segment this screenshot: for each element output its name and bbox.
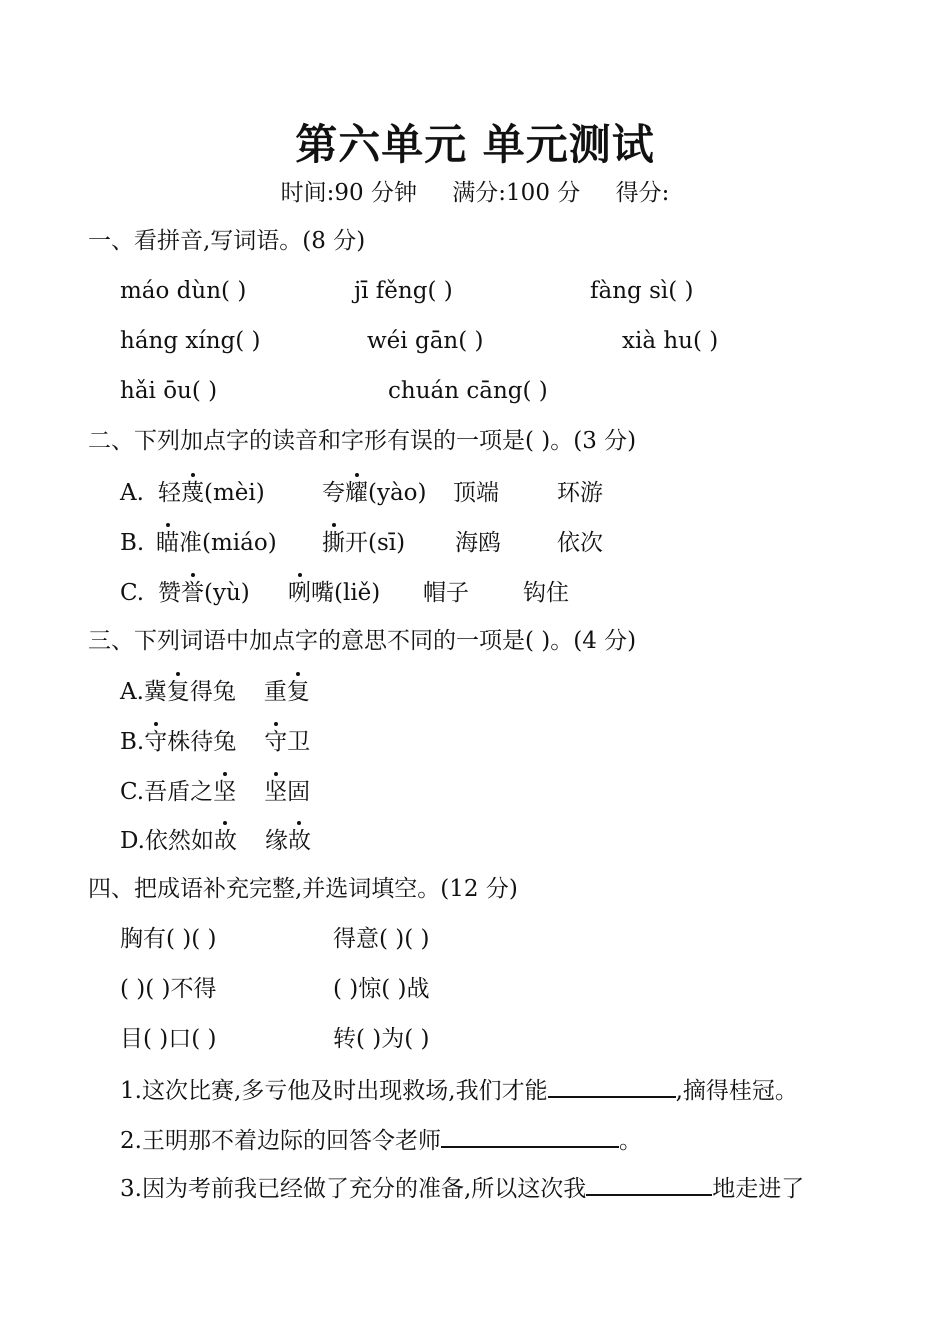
section-3-heading: 三、下列词语中加点字的意思不同的一项是( )。(4 分) bbox=[88, 628, 637, 654]
exam-meta bbox=[0, 174, 950, 207]
option-a-word-1: 轻蔑(mèi) bbox=[158, 480, 265, 506]
pinyin-item: xià hu( ) bbox=[622, 328, 719, 354]
option-a-word-4: 环游 bbox=[557, 480, 603, 506]
fill-question-3: 3.因为考前我已经做了充分的准备,所以这次我 地走进了 bbox=[120, 1172, 804, 1204]
idiom-item: ( )( )不得 bbox=[120, 976, 217, 1002]
option-b-label: B. bbox=[120, 530, 145, 556]
pinyin-item: hǎi ōu( ) bbox=[120, 378, 218, 404]
option-a-word-2: 夸耀(yào) bbox=[322, 480, 427, 506]
pinyin-item: chuán cāng( ) bbox=[388, 378, 548, 404]
idiom-item: 转( )为( ) bbox=[333, 1026, 430, 1052]
option-c-word-4: 钩住 bbox=[523, 580, 569, 606]
fill-question-1: 1.这次比赛,多亏他及时出现救场,我们才能 ,摘得桂冠。 bbox=[120, 1074, 798, 1106]
answer-blank[interactable] bbox=[586, 1172, 712, 1196]
option-b-word-3: 海鸥 bbox=[455, 530, 501, 556]
option-a: A.冀复得兔 重复 bbox=[120, 679, 310, 705]
fill-question-2: 2.王明那不着边际的回答令老师 。 bbox=[120, 1124, 642, 1156]
score-label: 得分: bbox=[615, 180, 670, 206]
option-a-word-3: 顶端 bbox=[453, 480, 499, 506]
full-score: 满分:100 分 bbox=[452, 180, 581, 206]
pinyin-item: jī fěng( ) bbox=[354, 278, 453, 304]
section-2-heading: 二、下列加点字的读音和字形有误的一项是( )。(3 分) bbox=[88, 428, 637, 454]
option-b-word-1: 瞄准(miáo) bbox=[156, 530, 277, 556]
option-d: D.依然如故 缘故 bbox=[120, 828, 311, 854]
page-title: 第六单元 单元测试 bbox=[295, 120, 655, 169]
option-b-word-2: 撕开(sī) bbox=[322, 530, 406, 556]
pinyin-item: fàng sì( ) bbox=[590, 278, 694, 304]
option-c: C.吾盾之坚 坚固 bbox=[120, 779, 311, 805]
idiom-item: 胸有( )( ) bbox=[120, 926, 217, 952]
option-b-word-4: 依次 bbox=[557, 530, 603, 556]
option-c-label: C. bbox=[120, 580, 145, 606]
idiom-item: ( )惊( )战 bbox=[333, 976, 430, 1002]
option-c-word-3: 帽子 bbox=[423, 580, 469, 606]
idiom-item: 得意( )( ) bbox=[333, 926, 430, 952]
section-1-heading: 一、看拼音,写词语。(8 分) bbox=[88, 228, 366, 254]
option-c-word-2: 咧嘴(liě) bbox=[288, 580, 381, 606]
answer-blank[interactable] bbox=[548, 1074, 676, 1098]
section-4-heading: 四、把成语补充完整,并选词填空。(12 分) bbox=[88, 876, 518, 902]
option-b: B.守株待兔 守卫 bbox=[120, 729, 311, 755]
answer-blank[interactable] bbox=[441, 1124, 619, 1148]
option-c-word-1: 赞誉(yù) bbox=[158, 580, 250, 606]
pinyin-item: háng xíng( ) bbox=[120, 328, 261, 354]
idiom-item: 目( )口( ) bbox=[120, 1026, 217, 1052]
time-limit: 时间:90 分钟 bbox=[280, 180, 417, 206]
pinyin-item: máo dùn( ) bbox=[120, 278, 247, 304]
option-a-label: A. bbox=[120, 480, 144, 506]
pinyin-item: wéi gān( ) bbox=[367, 328, 484, 354]
